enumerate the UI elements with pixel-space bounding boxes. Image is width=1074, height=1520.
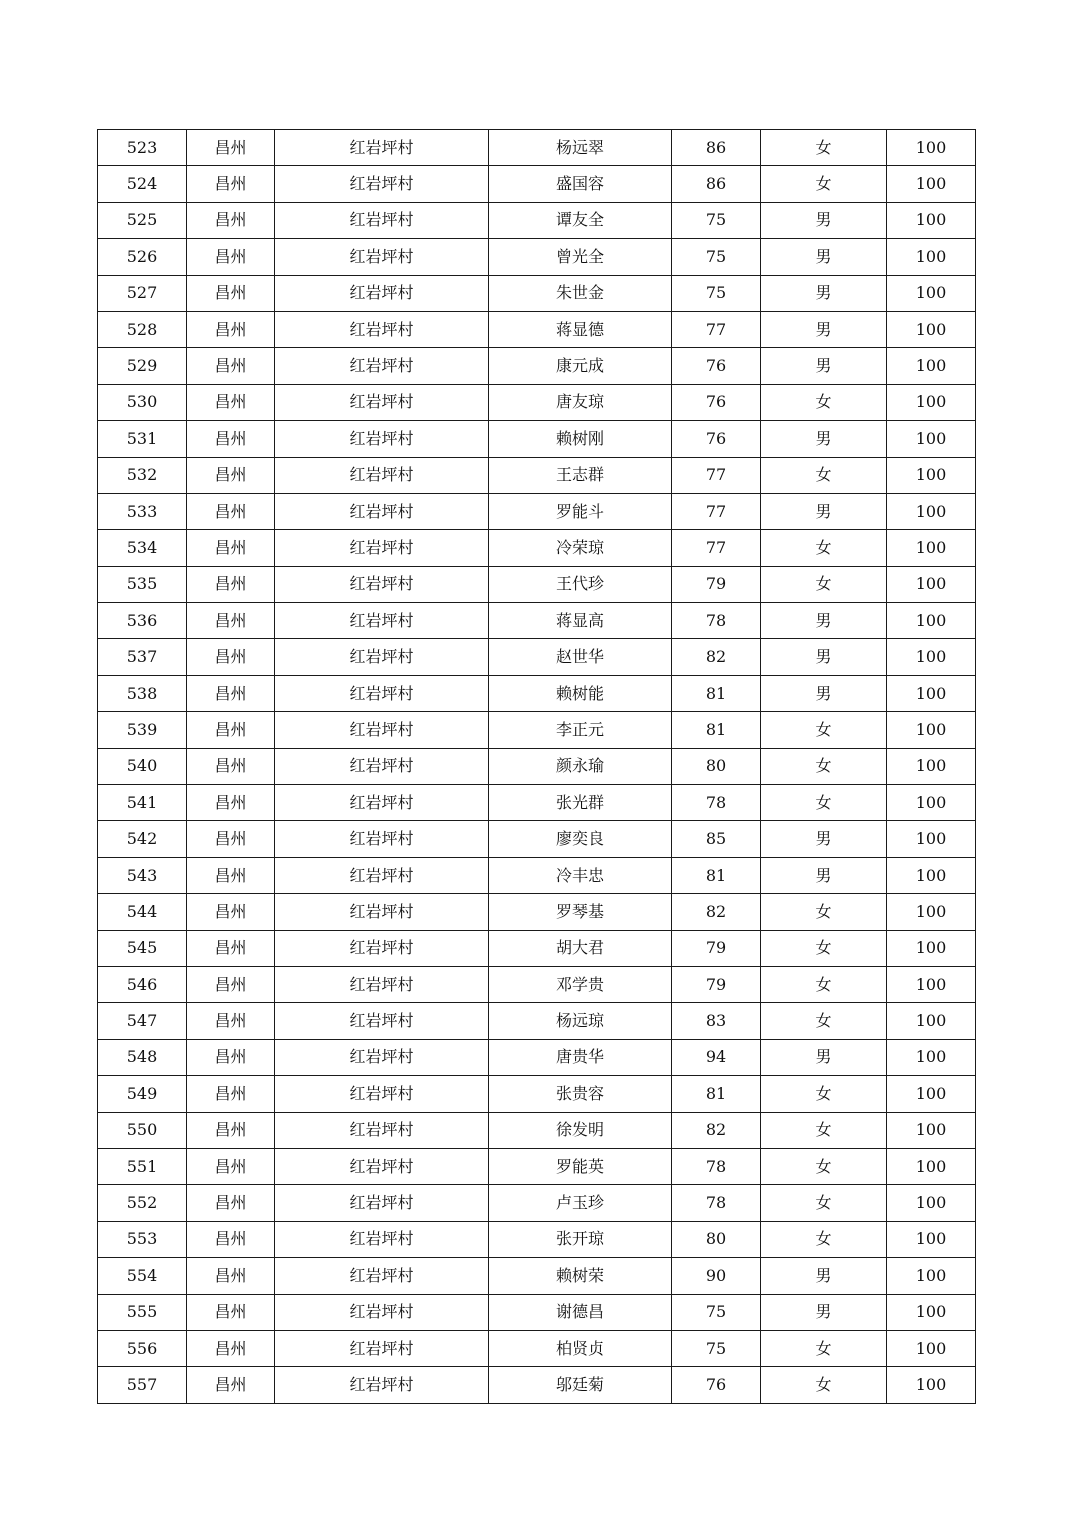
village-cell: 红岩坪村	[275, 785, 489, 821]
name-cell: 罗能斗	[489, 493, 672, 529]
row-number-cell: 528	[98, 311, 187, 347]
area-cell: 昌州	[187, 1148, 275, 1184]
row-number-cell: 535	[98, 566, 187, 602]
gender-cell: 男	[761, 821, 887, 857]
age-cell: 75	[672, 1330, 761, 1366]
name-cell: 卢玉珍	[489, 1185, 672, 1221]
area-cell: 昌州	[187, 239, 275, 275]
name-cell: 赵世华	[489, 639, 672, 675]
name-cell: 邓学贵	[489, 966, 672, 1002]
village-cell: 红岩坪村	[275, 384, 489, 420]
table-row	[98, 1039, 976, 1075]
table-row	[98, 275, 976, 311]
amount-cell: 100	[887, 239, 976, 275]
village-cell: 红岩坪村	[275, 603, 489, 639]
village-cell: 红岩坪村	[275, 1148, 489, 1184]
age-cell: 79	[672, 566, 761, 602]
name-cell: 张贵容	[489, 1076, 672, 1112]
village-cell: 红岩坪村	[275, 894, 489, 930]
table-row	[98, 202, 976, 238]
name-cell: 唐贵华	[489, 1039, 672, 1075]
amount-cell: 100	[887, 1221, 976, 1257]
table-row	[98, 1185, 976, 1221]
row-number-cell: 542	[98, 821, 187, 857]
name-cell: 徐发明	[489, 1112, 672, 1148]
table-row	[98, 348, 976, 384]
name-cell: 蒋显德	[489, 311, 672, 347]
amount-cell: 100	[887, 1330, 976, 1366]
age-cell: 76	[672, 1367, 761, 1403]
name-cell: 冷丰忠	[489, 857, 672, 893]
area-cell: 昌州	[187, 348, 275, 384]
gender-cell: 女	[761, 966, 887, 1002]
village-cell: 红岩坪村	[275, 1112, 489, 1148]
area-cell: 昌州	[187, 821, 275, 857]
table-row	[98, 1258, 976, 1294]
table-row	[98, 1367, 976, 1403]
table-row	[98, 493, 976, 529]
table-row	[98, 1330, 976, 1366]
gender-cell: 女	[761, 1076, 887, 1112]
village-cell: 红岩坪村	[275, 566, 489, 602]
table-row	[98, 1003, 976, 1039]
area-cell: 昌州	[187, 384, 275, 420]
village-cell: 红岩坪村	[275, 639, 489, 675]
age-cell: 82	[672, 894, 761, 930]
table-row	[98, 530, 976, 566]
gender-cell: 女	[761, 930, 887, 966]
table-body	[98, 130, 976, 1404]
village-cell: 红岩坪村	[275, 348, 489, 384]
area-cell: 昌州	[187, 966, 275, 1002]
row-number-cell: 552	[98, 1185, 187, 1221]
area-cell: 昌州	[187, 166, 275, 202]
amount-cell: 100	[887, 712, 976, 748]
row-number-cell: 529	[98, 348, 187, 384]
row-number-cell: 548	[98, 1039, 187, 1075]
age-cell: 81	[672, 675, 761, 711]
amount-cell: 100	[887, 603, 976, 639]
area-cell: 昌州	[187, 1112, 275, 1148]
area-cell: 昌州	[187, 530, 275, 566]
gender-cell: 女	[761, 748, 887, 784]
age-cell: 78	[672, 1148, 761, 1184]
gender-cell: 女	[761, 1148, 887, 1184]
name-cell: 朱世金	[489, 275, 672, 311]
village-cell: 红岩坪村	[275, 311, 489, 347]
village-cell: 红岩坪村	[275, 821, 489, 857]
row-number-cell: 539	[98, 712, 187, 748]
gender-cell: 男	[761, 493, 887, 529]
name-cell: 赖树刚	[489, 421, 672, 457]
age-cell: 75	[672, 239, 761, 275]
village-cell: 红岩坪村	[275, 1367, 489, 1403]
row-number-cell: 541	[98, 785, 187, 821]
amount-cell: 100	[887, 166, 976, 202]
area-cell: 昌州	[187, 1258, 275, 1294]
table-row	[98, 384, 976, 420]
table-row	[98, 821, 976, 857]
gender-cell: 男	[761, 1039, 887, 1075]
name-cell: 曾光全	[489, 239, 672, 275]
gender-cell: 女	[761, 166, 887, 202]
row-number-cell: 551	[98, 1148, 187, 1184]
village-cell: 红岩坪村	[275, 493, 489, 529]
row-number-cell: 534	[98, 530, 187, 566]
row-number-cell: 537	[98, 639, 187, 675]
gender-cell: 女	[761, 712, 887, 748]
village-cell: 红岩坪村	[275, 239, 489, 275]
village-cell: 红岩坪村	[275, 202, 489, 238]
amount-cell: 100	[887, 857, 976, 893]
area-cell: 昌州	[187, 1003, 275, 1039]
age-cell: 78	[672, 603, 761, 639]
village-cell: 红岩坪村	[275, 1330, 489, 1366]
area-cell: 昌州	[187, 894, 275, 930]
row-number-cell: 523	[98, 130, 187, 166]
amount-cell: 100	[887, 1112, 976, 1148]
amount-cell: 100	[887, 1039, 976, 1075]
gender-cell: 女	[761, 1003, 887, 1039]
age-cell: 80	[672, 1221, 761, 1257]
area-cell: 昌州	[187, 1039, 275, 1075]
table-row	[98, 785, 976, 821]
gender-cell: 女	[761, 457, 887, 493]
row-number-cell: 531	[98, 421, 187, 457]
name-cell: 蒋显高	[489, 603, 672, 639]
table-row	[98, 311, 976, 347]
gender-cell: 男	[761, 675, 887, 711]
table-row	[98, 130, 976, 166]
table-row	[98, 566, 976, 602]
age-cell: 77	[672, 493, 761, 529]
row-number-cell: 524	[98, 166, 187, 202]
amount-cell: 100	[887, 748, 976, 784]
age-cell: 77	[672, 530, 761, 566]
name-cell: 张光群	[489, 785, 672, 821]
amount-cell: 100	[887, 311, 976, 347]
gender-cell: 男	[761, 239, 887, 275]
amount-cell: 100	[887, 785, 976, 821]
amount-cell: 100	[887, 1076, 976, 1112]
gender-cell: 男	[761, 1258, 887, 1294]
row-number-cell: 533	[98, 493, 187, 529]
village-cell: 红岩坪村	[275, 1258, 489, 1294]
village-cell: 红岩坪村	[275, 748, 489, 784]
area-cell: 昌州	[187, 566, 275, 602]
age-cell: 83	[672, 1003, 761, 1039]
amount-cell: 100	[887, 821, 976, 857]
amount-cell: 100	[887, 1003, 976, 1039]
gender-cell: 女	[761, 785, 887, 821]
table-row	[98, 603, 976, 639]
row-number-cell: 543	[98, 857, 187, 893]
village-cell: 红岩坪村	[275, 1294, 489, 1330]
name-cell: 柏贤贞	[489, 1330, 672, 1366]
amount-cell: 100	[887, 1258, 976, 1294]
area-cell: 昌州	[187, 1221, 275, 1257]
amount-cell: 100	[887, 566, 976, 602]
area-cell: 昌州	[187, 202, 275, 238]
name-cell: 罗琴基	[489, 894, 672, 930]
row-number-cell: 530	[98, 384, 187, 420]
amount-cell: 100	[887, 639, 976, 675]
gender-cell: 女	[761, 384, 887, 420]
name-cell: 赖树能	[489, 675, 672, 711]
gender-cell: 女	[761, 1367, 887, 1403]
gender-cell: 男	[761, 275, 887, 311]
name-cell: 盛国容	[489, 166, 672, 202]
area-cell: 昌州	[187, 1185, 275, 1221]
gender-cell: 女	[761, 1185, 887, 1221]
village-cell: 红岩坪村	[275, 966, 489, 1002]
village-cell: 红岩坪村	[275, 1185, 489, 1221]
table-row	[98, 421, 976, 457]
gender-cell: 女	[761, 566, 887, 602]
village-cell: 红岩坪村	[275, 1039, 489, 1075]
row-number-cell: 554	[98, 1258, 187, 1294]
name-cell: 杨远翠	[489, 130, 672, 166]
name-cell: 冷荣琼	[489, 530, 672, 566]
age-cell: 90	[672, 1258, 761, 1294]
age-cell: 77	[672, 457, 761, 493]
table-row	[98, 639, 976, 675]
age-cell: 75	[672, 275, 761, 311]
gender-cell: 男	[761, 639, 887, 675]
age-cell: 79	[672, 966, 761, 1002]
gender-cell: 男	[761, 311, 887, 347]
amount-cell: 100	[887, 421, 976, 457]
row-number-cell: 536	[98, 603, 187, 639]
village-cell: 红岩坪村	[275, 457, 489, 493]
village-cell: 红岩坪村	[275, 857, 489, 893]
village-cell: 红岩坪村	[275, 1003, 489, 1039]
row-number-cell: 553	[98, 1221, 187, 1257]
roster-table	[97, 129, 976, 1404]
age-cell: 78	[672, 1185, 761, 1221]
village-cell: 红岩坪村	[275, 421, 489, 457]
row-number-cell: 546	[98, 966, 187, 1002]
age-cell: 94	[672, 1039, 761, 1075]
table-row	[98, 966, 976, 1002]
gender-cell: 男	[761, 1294, 887, 1330]
name-cell: 张开琼	[489, 1221, 672, 1257]
row-number-cell: 557	[98, 1367, 187, 1403]
name-cell: 邬廷菊	[489, 1367, 672, 1403]
name-cell: 胡大君	[489, 930, 672, 966]
area-cell: 昌州	[187, 1294, 275, 1330]
area-cell: 昌州	[187, 1367, 275, 1403]
area-cell: 昌州	[187, 421, 275, 457]
name-cell: 颜永瑜	[489, 748, 672, 784]
name-cell: 王代珍	[489, 566, 672, 602]
village-cell: 红岩坪村	[275, 712, 489, 748]
amount-cell: 100	[887, 675, 976, 711]
village-cell: 红岩坪村	[275, 275, 489, 311]
gender-cell: 女	[761, 130, 887, 166]
area-cell: 昌州	[187, 457, 275, 493]
table-row	[98, 166, 976, 202]
amount-cell: 100	[887, 275, 976, 311]
table-row	[98, 1148, 976, 1184]
table-row	[98, 712, 976, 748]
gender-cell: 男	[761, 348, 887, 384]
row-number-cell: 526	[98, 239, 187, 275]
gender-cell: 女	[761, 530, 887, 566]
amount-cell: 100	[887, 1367, 976, 1403]
table-row	[98, 748, 976, 784]
name-cell: 康元成	[489, 348, 672, 384]
area-cell: 昌州	[187, 311, 275, 347]
area-cell: 昌州	[187, 1330, 275, 1366]
name-cell: 廖奕良	[489, 821, 672, 857]
age-cell: 76	[672, 421, 761, 457]
name-cell: 谢德昌	[489, 1294, 672, 1330]
row-number-cell: 547	[98, 1003, 187, 1039]
name-cell: 李正元	[489, 712, 672, 748]
row-number-cell: 525	[98, 202, 187, 238]
name-cell: 罗能英	[489, 1148, 672, 1184]
name-cell: 赖树荣	[489, 1258, 672, 1294]
row-number-cell: 540	[98, 748, 187, 784]
area-cell: 昌州	[187, 603, 275, 639]
name-cell: 唐友琼	[489, 384, 672, 420]
village-cell: 红岩坪村	[275, 530, 489, 566]
name-cell: 杨远琼	[489, 1003, 672, 1039]
amount-cell: 100	[887, 457, 976, 493]
gender-cell: 男	[761, 202, 887, 238]
amount-cell: 100	[887, 530, 976, 566]
row-number-cell: 549	[98, 1076, 187, 1112]
amount-cell: 100	[887, 202, 976, 238]
gender-cell: 女	[761, 1112, 887, 1148]
area-cell: 昌州	[187, 712, 275, 748]
row-number-cell: 550	[98, 1112, 187, 1148]
age-cell: 81	[672, 857, 761, 893]
row-number-cell: 527	[98, 275, 187, 311]
table-row	[98, 1112, 976, 1148]
amount-cell: 100	[887, 1185, 976, 1221]
age-cell: 76	[672, 384, 761, 420]
area-cell: 昌州	[187, 785, 275, 821]
gender-cell: 女	[761, 1330, 887, 1366]
table-row	[98, 1221, 976, 1257]
age-cell: 75	[672, 1294, 761, 1330]
name-cell: 王志群	[489, 457, 672, 493]
age-cell: 86	[672, 166, 761, 202]
row-number-cell: 545	[98, 930, 187, 966]
gender-cell: 女	[761, 894, 887, 930]
table-row	[98, 1294, 976, 1330]
amount-cell: 100	[887, 384, 976, 420]
gender-cell: 男	[761, 421, 887, 457]
age-cell: 78	[672, 785, 761, 821]
area-cell: 昌州	[187, 857, 275, 893]
amount-cell: 100	[887, 1148, 976, 1184]
age-cell: 81	[672, 1076, 761, 1112]
area-cell: 昌州	[187, 748, 275, 784]
village-cell: 红岩坪村	[275, 1076, 489, 1112]
area-cell: 昌州	[187, 675, 275, 711]
gender-cell: 男	[761, 603, 887, 639]
amount-cell: 100	[887, 930, 976, 966]
age-cell: 79	[672, 930, 761, 966]
table-row	[98, 1076, 976, 1112]
age-cell: 80	[672, 748, 761, 784]
table-row	[98, 857, 976, 893]
table-row	[98, 675, 976, 711]
table-row	[98, 239, 976, 275]
amount-cell: 100	[887, 1294, 976, 1330]
amount-cell: 100	[887, 966, 976, 1002]
area-cell: 昌州	[187, 493, 275, 529]
row-number-cell: 544	[98, 894, 187, 930]
table-row	[98, 930, 976, 966]
table-row	[98, 457, 976, 493]
amount-cell: 100	[887, 130, 976, 166]
row-number-cell: 538	[98, 675, 187, 711]
age-cell: 75	[672, 202, 761, 238]
area-cell: 昌州	[187, 639, 275, 675]
amount-cell: 100	[887, 894, 976, 930]
age-cell: 76	[672, 348, 761, 384]
gender-cell: 女	[761, 1221, 887, 1257]
village-cell: 红岩坪村	[275, 930, 489, 966]
village-cell: 红岩坪村	[275, 675, 489, 711]
age-cell: 86	[672, 130, 761, 166]
age-cell: 85	[672, 821, 761, 857]
row-number-cell: 555	[98, 1294, 187, 1330]
row-number-cell: 556	[98, 1330, 187, 1366]
village-cell: 红岩坪村	[275, 166, 489, 202]
row-number-cell: 532	[98, 457, 187, 493]
gender-cell: 男	[761, 857, 887, 893]
amount-cell: 100	[887, 493, 976, 529]
area-cell: 昌州	[187, 930, 275, 966]
name-cell: 谭友全	[489, 202, 672, 238]
age-cell: 81	[672, 712, 761, 748]
area-cell: 昌州	[187, 1076, 275, 1112]
age-cell: 82	[672, 639, 761, 675]
age-cell: 77	[672, 311, 761, 347]
village-cell: 红岩坪村	[275, 130, 489, 166]
table-row	[98, 894, 976, 930]
age-cell: 82	[672, 1112, 761, 1148]
amount-cell: 100	[887, 348, 976, 384]
village-cell: 红岩坪村	[275, 1221, 489, 1257]
area-cell: 昌州	[187, 275, 275, 311]
area-cell: 昌州	[187, 130, 275, 166]
